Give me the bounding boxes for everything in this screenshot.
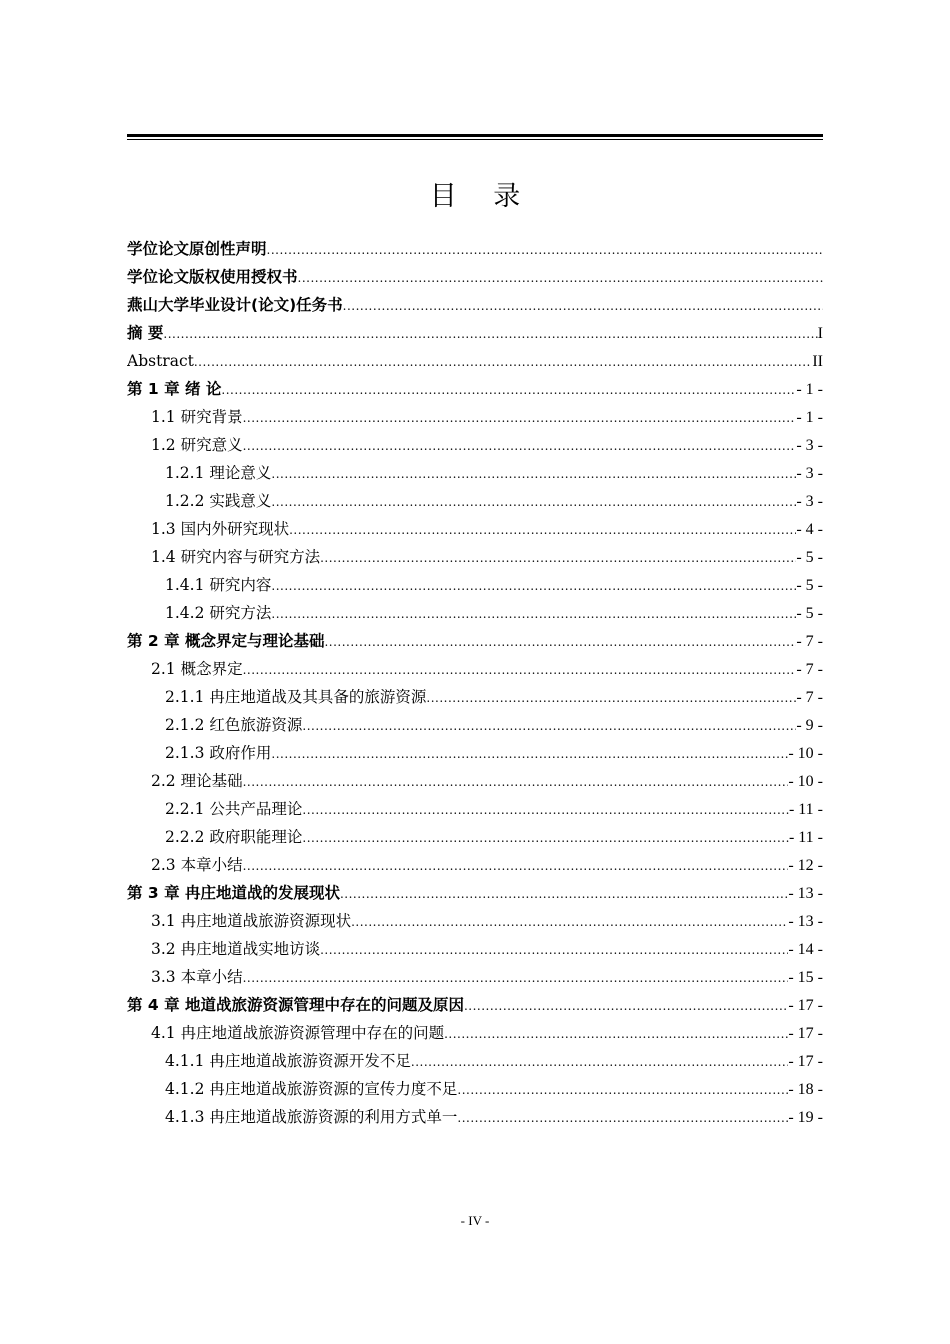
toc-entry[interactable]	[127, 823, 823, 851]
toc-entry-page: - 7 -	[796, 689, 823, 706]
toc-entry-page: - 5 -	[796, 549, 823, 566]
toc-dot-leader	[464, 992, 788, 1019]
toc-entry-page: - 13 -	[788, 913, 823, 930]
header-rule-thin	[127, 139, 823, 140]
toc-dot-leader	[457, 1104, 788, 1131]
toc-entry-page: - 7 -	[796, 661, 823, 678]
toc-entry-page: - 9 -	[796, 717, 823, 734]
toc-entry[interactable]	[127, 543, 823, 571]
toc-dot-leader	[243, 432, 797, 459]
toc-dot-leader	[271, 460, 796, 487]
toc-entry[interactable]	[127, 767, 823, 795]
toc-entry[interactable]	[127, 851, 823, 879]
toc-dot-leader	[302, 712, 796, 739]
toc-entry-page: - 14 -	[788, 941, 823, 958]
toc-dot-leader	[271, 600, 796, 627]
toc-entry-label: 4.1 冉庄地道战旅游资源管理中存在的问题	[151, 1024, 445, 1042]
toc-entry-page: II	[812, 353, 823, 370]
toc-entry[interactable]	[127, 907, 823, 935]
toc-entry-label: 2.1 概念界定	[151, 660, 243, 678]
toc-entry[interactable]	[127, 571, 823, 599]
toc-entry-label: 1.1 研究背景	[151, 408, 243, 426]
toc-entry-label: 第 4 章 地道战旅游资源管理中存在的问题及原因	[127, 996, 464, 1014]
toc-entry-label: 2.1.1 冉庄地道战及其具备的旅游资源	[165, 688, 427, 706]
toc-entry-label: 2.2 理论基础	[151, 772, 243, 790]
toc-entry-label: 2.3 本章小结	[151, 856, 243, 874]
toc-dot-leader	[298, 264, 823, 291]
header-rule-thick	[127, 134, 823, 137]
toc-entry-page: - 12 -	[788, 857, 823, 874]
toc-dot-leader	[411, 1048, 788, 1075]
toc-entry-label: 2.1.2 红色旅游资源	[165, 716, 303, 734]
toc-entry-label: 4.1.2 冉庄地道战旅游资源的宣传力度不足	[165, 1080, 458, 1098]
toc-entry[interactable]	[127, 515, 823, 543]
toc-entry-page: - 10 -	[788, 745, 823, 762]
toc-dot-leader	[351, 908, 788, 935]
toc-entry-page: - 15 -	[788, 969, 823, 986]
toc-dot-leader	[444, 1020, 788, 1047]
toc-entry-page: - 7 -	[796, 633, 823, 650]
toc-dot-leader	[163, 320, 817, 347]
toc-entry[interactable]	[127, 431, 823, 459]
toc-entry-page: - 1 -	[796, 409, 823, 426]
toc-entry-page: - 3 -	[796, 437, 823, 454]
toc-entry-label: 学位论文原创性声明	[127, 240, 267, 258]
toc-dot-leader	[243, 964, 789, 991]
toc-dot-leader	[221, 376, 796, 403]
toc-entry[interactable]	[127, 599, 823, 627]
toc-entry-label: 3.2 冉庄地道战实地访谈	[151, 940, 321, 958]
toc-entry-page: - 17 -	[788, 1025, 823, 1042]
toc-entry-label: 1.2.1 理论意义	[165, 464, 272, 482]
toc-dot-leader	[243, 656, 797, 683]
toc-entry[interactable]	[127, 683, 823, 711]
toc-entry[interactable]	[127, 739, 823, 767]
toc-entry[interactable]	[127, 319, 823, 347]
toc-entry[interactable]	[127, 403, 823, 431]
toc-dot-leader	[243, 852, 789, 879]
toc-entry-label: 1.3 国内外研究现状	[151, 520, 290, 538]
toc-entry[interactable]	[127, 991, 823, 1019]
toc-entry-page: - 17 -	[788, 997, 823, 1014]
toc-dot-leader	[320, 936, 788, 963]
toc-entry-page: - 3 -	[796, 493, 823, 510]
toc-entry[interactable]	[127, 263, 823, 291]
toc-entry-label: 3.3 本章小结	[151, 968, 243, 986]
toc-entry-label: 1.4.2 研究方法	[165, 604, 272, 622]
toc-entry[interactable]	[127, 963, 823, 991]
toc-dot-leader	[302, 796, 789, 823]
toc-entry-label: 1.4.1 研究内容	[165, 576, 272, 594]
toc-entry[interactable]	[127, 291, 823, 319]
toc-entry-label: 燕山大学毕业设计(论文)任务书	[127, 296, 343, 314]
toc-entry[interactable]	[127, 655, 823, 683]
toc-entry-page: - 18 -	[788, 1081, 823, 1098]
toc-entry-label: 第 2 章 概念界定与理论基础	[127, 632, 325, 650]
toc-entry-page: - 3 -	[796, 465, 823, 482]
toc-dot-leader	[457, 1076, 788, 1103]
toc-entry-label: 摘 要	[127, 324, 164, 342]
toc-entry[interactable]	[127, 935, 823, 963]
toc-dot-leader	[243, 404, 797, 431]
toc-entry[interactable]	[127, 1019, 823, 1047]
toc-entry[interactable]	[127, 1103, 823, 1131]
table-of-contents	[127, 235, 823, 1131]
toc-entry[interactable]	[127, 487, 823, 515]
toc-dot-leader	[271, 488, 796, 515]
toc-entry[interactable]	[127, 375, 823, 403]
toc-entry-page: - 11 -	[788, 829, 823, 846]
toc-dot-leader	[343, 292, 823, 319]
toc-dot-leader	[267, 236, 823, 263]
toc-entry-page: - 5 -	[796, 605, 823, 622]
page-number-footer: - IV -	[460, 1213, 490, 1228]
toc-entry-label: 2.2.1 公共产品理论	[165, 800, 303, 818]
toc-entry-label: 3.1 冉庄地道战旅游资源现状	[151, 912, 352, 930]
toc-entry[interactable]	[127, 795, 823, 823]
toc-entry-page: - 11 -	[788, 801, 823, 818]
toc-dot-leader	[320, 544, 796, 571]
toc-entry-label: 第 1 章 绪 论	[127, 380, 222, 398]
toc-entry-label: 2.2.2 政府职能理论	[165, 828, 303, 846]
toc-dot-leader	[243, 768, 789, 795]
toc-dot-leader	[194, 348, 812, 375]
toc-entry[interactable]	[127, 347, 823, 375]
toc-dot-leader	[289, 516, 796, 543]
page-title: 目 录	[429, 181, 535, 212]
toc-entry-label: 第 3 章 冉庄地道战的发展现状	[127, 884, 340, 902]
toc-entry-page: - 5 -	[796, 577, 823, 594]
toc-entry[interactable]	[127, 711, 823, 739]
toc-entry[interactable]	[127, 1047, 823, 1075]
toc-entry[interactable]	[127, 235, 823, 263]
toc-dot-leader	[324, 628, 796, 655]
toc-dot-leader	[271, 572, 796, 599]
toc-dot-leader	[302, 824, 789, 851]
toc-entry-label: 4.1.1 冉庄地道战旅游资源开发不足	[165, 1052, 411, 1070]
toc-entry-label: 1.2.2 实践意义	[165, 492, 272, 510]
toc-dot-leader	[426, 684, 796, 711]
toc-entry-label: 1.2 研究意义	[151, 436, 243, 454]
toc-entry-page: I	[817, 325, 823, 342]
toc-entry[interactable]	[127, 879, 823, 907]
toc-entry[interactable]	[127, 459, 823, 487]
toc-entry-page: - 17 -	[788, 1053, 823, 1070]
toc-entry-page: - 4 -	[796, 521, 823, 538]
toc-entry-label: 学位论文版权使用授权书	[127, 268, 298, 286]
toc-entry[interactable]	[127, 1075, 823, 1103]
toc-entry-label: Abstract	[127, 352, 194, 370]
toc-entry-label: 1.4 研究内容与研究方法	[151, 548, 321, 566]
toc-entry-page: - 10 -	[788, 773, 823, 790]
toc-entry-label: 4.1.3 冉庄地道战旅游资源的利用方式单一	[165, 1108, 458, 1126]
toc-entry-page: - 1 -	[796, 381, 823, 398]
toc-entry-page: - 13 -	[788, 885, 823, 902]
toc-dot-leader	[271, 740, 788, 767]
toc-dot-leader	[340, 880, 788, 907]
toc-entry-page: - 19 -	[788, 1109, 823, 1126]
toc-entry-label: 2.1.3 政府作用	[165, 744, 272, 762]
toc-entry[interactable]	[127, 627, 823, 655]
